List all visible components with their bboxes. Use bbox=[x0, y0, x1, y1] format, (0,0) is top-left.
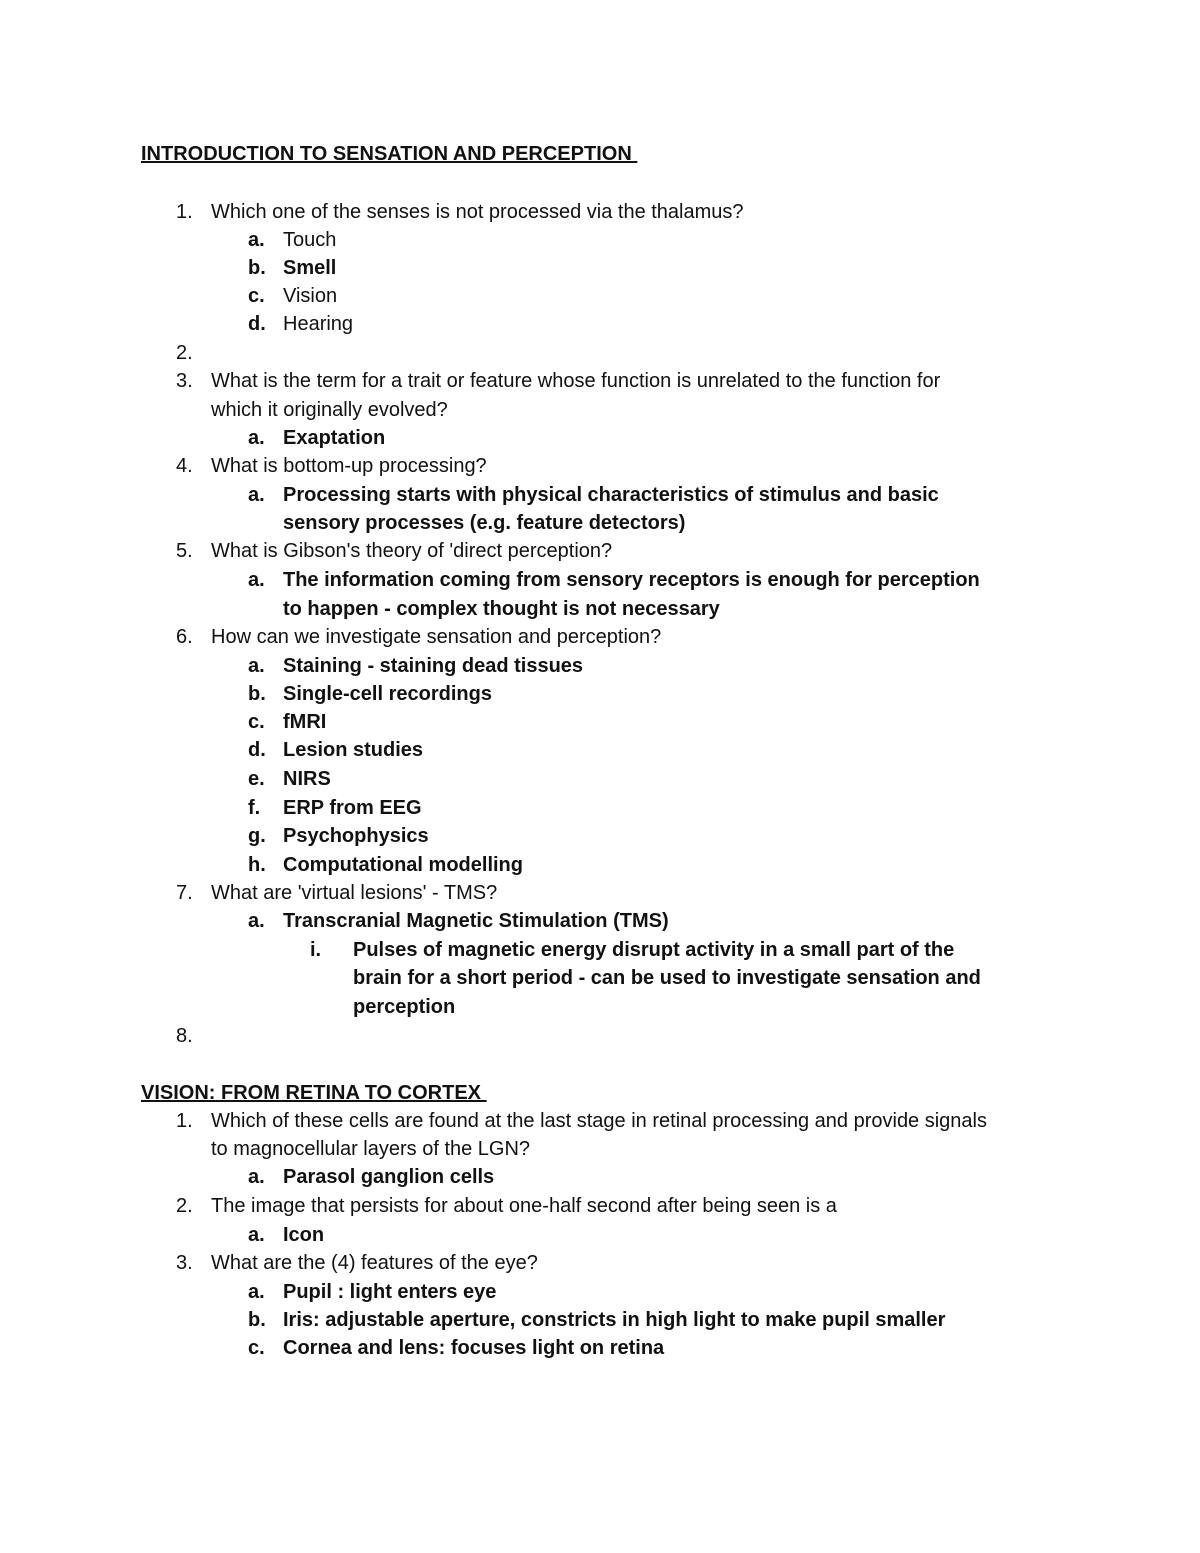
question-text: which it originally evolved? bbox=[211, 399, 448, 421]
question-text: to magnocellular layers of the LGN? bbox=[211, 1138, 531, 1160]
option-text: Hearing bbox=[283, 313, 354, 335]
question-text: What are 'virtual lesions' - TMS? bbox=[211, 882, 498, 904]
answer-text: Icon bbox=[283, 1224, 325, 1246]
answer-text: Parasol ganglion cells bbox=[283, 1166, 495, 1188]
option-text-answer: Smell bbox=[283, 257, 337, 279]
sub-answer-text: Pulses of magnetic energy disrupt activity in a small part of the bbox=[353, 939, 955, 961]
answer-label: b. bbox=[248, 683, 266, 705]
answer-text: Computational modelling bbox=[283, 854, 523, 876]
answer-label: d. bbox=[248, 739, 266, 761]
answer-label: a. bbox=[248, 484, 265, 506]
answer-label: c. bbox=[248, 711, 265, 733]
answer-label: c. bbox=[248, 1337, 265, 1359]
answer-label: e. bbox=[248, 768, 265, 790]
answer-text: Processing starts with physical characteristics of stimulus and basic bbox=[283, 484, 939, 506]
question-number: 6. bbox=[176, 626, 193, 648]
answer-text: The information coming from sensory receptors is enough for perception bbox=[283, 569, 980, 591]
question-number: 3. bbox=[176, 1252, 193, 1274]
option-text: Vision bbox=[283, 285, 338, 307]
answer-label: a. bbox=[248, 1281, 265, 1303]
answer-text: Lesion studies bbox=[283, 739, 424, 761]
answer-label: a. bbox=[248, 655, 265, 677]
question-number: 1. bbox=[176, 201, 193, 223]
answer-label: a. bbox=[248, 1166, 265, 1188]
answer-text: Transcranial Magnetic Stimulation (TMS) bbox=[283, 910, 669, 932]
question-number: 2. bbox=[176, 1195, 193, 1217]
question-text: What is bottom-up processing? bbox=[211, 455, 487, 477]
option-label: b. bbox=[248, 257, 266, 279]
sub-answer-text: brain for a short period - can be used to investigate sensation and bbox=[353, 967, 981, 989]
answer-text: Single-cell recordings bbox=[283, 683, 492, 705]
answer-text: ERP from EEG bbox=[283, 797, 422, 819]
option-label: d. bbox=[248, 313, 266, 335]
question-number: 5. bbox=[176, 540, 193, 562]
sub-answer-label: i. bbox=[310, 939, 322, 961]
question-text: How can we investigate sensation and perception? bbox=[211, 626, 662, 648]
option-text: Touch bbox=[283, 229, 337, 251]
answer-text: Pupil : light enters eye bbox=[283, 1281, 497, 1303]
question-number: 3. bbox=[176, 370, 193, 392]
question-number: 7. bbox=[176, 882, 193, 904]
question-number: 1. bbox=[176, 1110, 193, 1132]
option-label: a. bbox=[248, 229, 265, 251]
answer-text: Exaptation bbox=[283, 427, 386, 449]
answer-label: a. bbox=[248, 569, 265, 591]
question-text: What is Gibson's theory of 'direct perception? bbox=[211, 540, 613, 562]
answer-text: to happen - complex thought is not necessary bbox=[283, 598, 720, 620]
question-text: Which one of the senses is not processed via the thalamus? bbox=[211, 201, 744, 223]
answer-text: Staining - staining dead tissues bbox=[283, 655, 584, 677]
question-text: Which of these cells are found at the last stage in retinal processing and provide signals bbox=[211, 1110, 987, 1132]
answer-label: a. bbox=[248, 427, 265, 449]
answer-text: Psychophysics bbox=[283, 825, 429, 847]
answer-label: a. bbox=[248, 910, 265, 932]
answer-label: g. bbox=[248, 825, 266, 847]
answer-text: Cornea and lens: focuses light on retina bbox=[283, 1337, 665, 1359]
answer-label: a. bbox=[248, 1224, 265, 1246]
answer-text: sensory processes (e.g. feature detectors) bbox=[283, 512, 686, 534]
question-text: The image that persists for about one-half second after being seen is a bbox=[211, 1195, 837, 1217]
question-number: 8. bbox=[176, 1025, 193, 1047]
answer-label: h. bbox=[248, 854, 266, 876]
question-number: 2. bbox=[176, 342, 193, 364]
option-label: c. bbox=[248, 285, 265, 307]
answer-text: fMRI bbox=[283, 711, 327, 733]
answer-text: NIRS bbox=[283, 768, 331, 790]
answer-text: Iris: adjustable aperture, constricts in high light to make pupil smaller bbox=[283, 1309, 946, 1331]
answer-label: f. bbox=[248, 797, 261, 819]
answer-label: b. bbox=[248, 1309, 266, 1331]
question-text: What are the (4) features of the eye? bbox=[211, 1252, 538, 1274]
section-heading-intro: INTRODUCTION TO SENSATION AND PERCEPTION bbox=[141, 143, 638, 165]
sub-answer-text: perception bbox=[353, 996, 456, 1018]
question-number: 4. bbox=[176, 455, 193, 477]
section-heading-vision: VISION: FROM RETINA TO CORTEX bbox=[141, 1082, 487, 1104]
question-text: What is the term for a trait or feature whose function is unrelated to the function for bbox=[211, 370, 941, 392]
